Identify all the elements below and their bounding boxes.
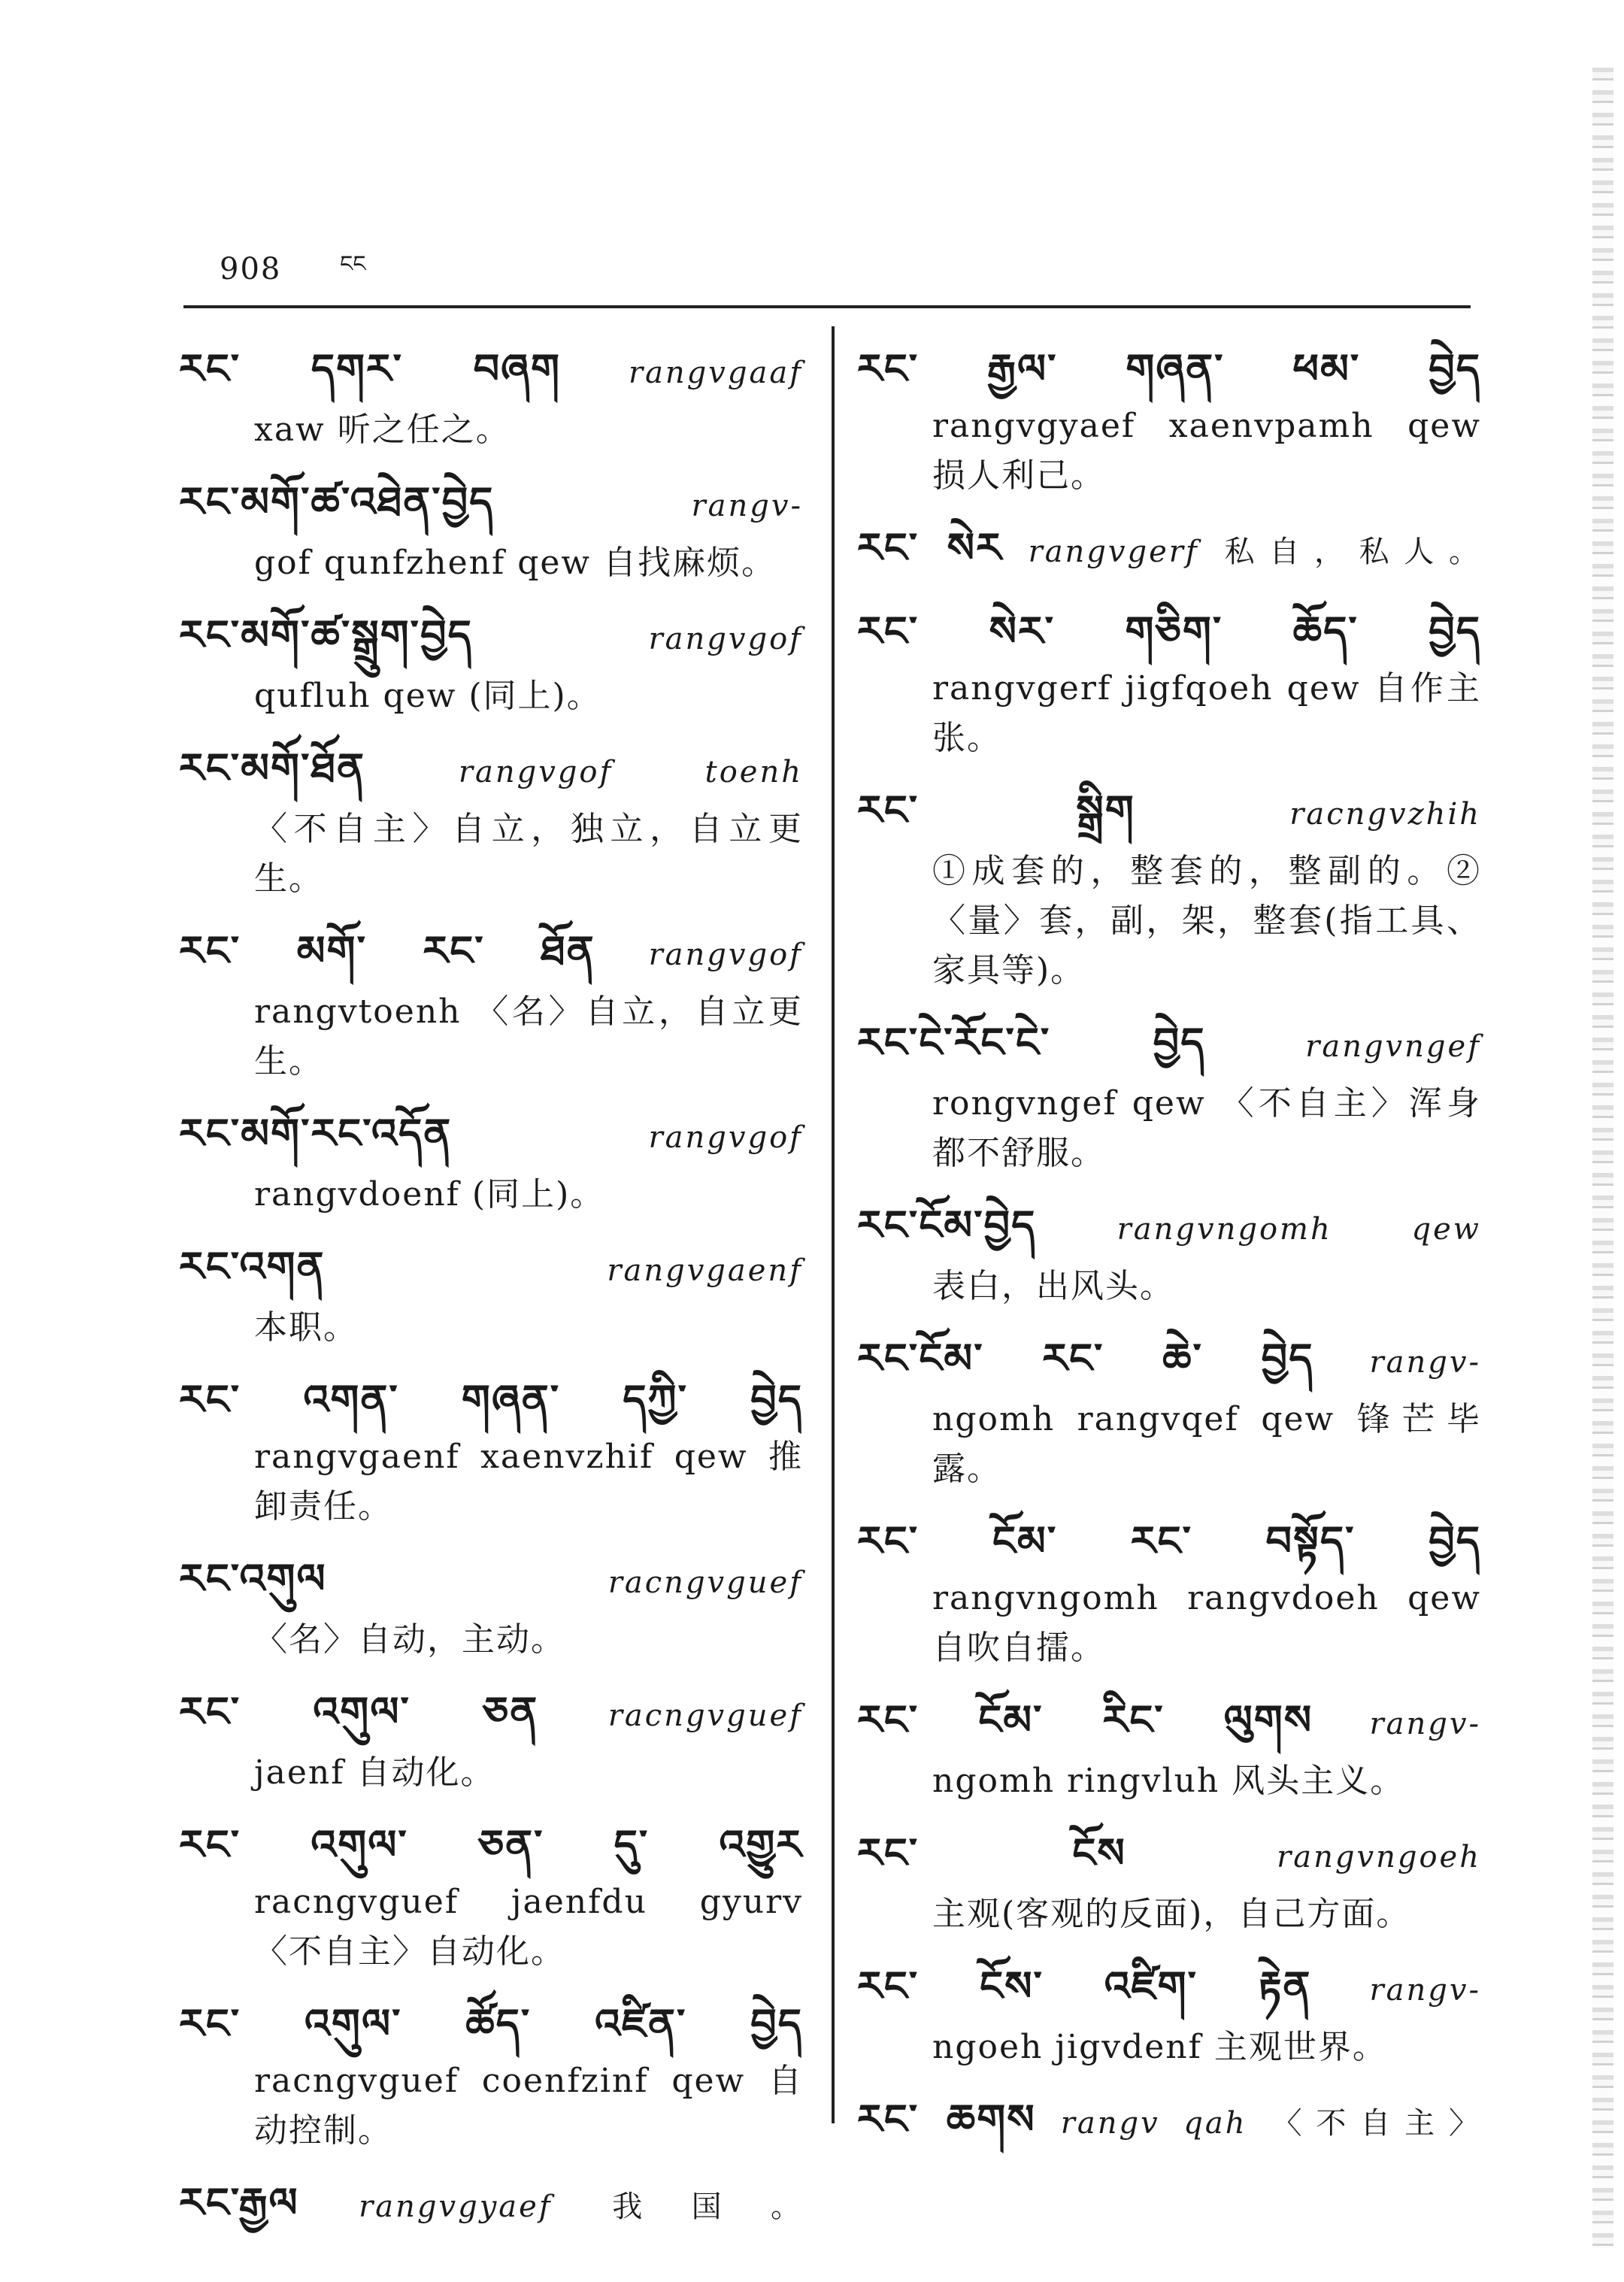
page-edge-shadow: [1592, 68, 1613, 2248]
entry-definition: rangvgaenf xaenvzhif qew 推卸责任。: [254, 1438, 803, 1526]
entry-tibetan: རང་ འགུལ་ ཅན་ དུ་ འགྱུར: [179, 1821, 803, 1868]
entry-tibetan: རང་ ཆགས: [857, 2096, 1036, 2143]
entry-tibetan: རང་ འགུལ་ ཅན: [179, 1688, 539, 1735]
dictionary-entry: [179, 1992, 803, 2156]
entry-tibetan: རང་འགན: [179, 1243, 326, 1290]
entry-definition: ①成套的，整套的，整副的。②〈量〉套，副，架，整套(指工具、家具等)。: [932, 852, 1481, 989]
entry-romanization: rangvgof toenh: [458, 755, 803, 789]
entry-definition: rangvngomh rangvdoeh qew 自吹自擂。: [932, 1579, 1481, 1667]
entry-definition: rangvgyaef xaenvpamh qew 损人利己。: [932, 407, 1481, 495]
entry-definition: ngomh rangvqef qew 锋芒毕露。: [932, 1400, 1481, 1488]
entry-definition: 〈不自主〉: [1271, 2106, 1481, 2141]
dictionary-entry: [179, 919, 803, 1086]
entry-romanization: rangvgof: [648, 1120, 803, 1155]
entry-tibetan: རང་ སེར: [857, 524, 1003, 571]
dictionary-entry: [857, 1688, 1481, 1806]
entry-tibetan: རང་ དགར་ བཞག: [179, 345, 561, 392]
entry-romanization: rangvgaenf: [607, 1253, 803, 1288]
dictionary-entry: [179, 1680, 803, 1798]
dictionary-entry: [179, 1547, 803, 1665]
dictionary-entry: [857, 599, 1481, 763]
entry-tibetan: རང་ སེར་ གཅིག་ ཆོད་ བྱེད: [857, 608, 1481, 655]
entry-romanization: rangv qah: [1060, 2106, 1247, 2141]
entry-definition: xaw 听之任之。: [254, 411, 511, 449]
entry-romanization: rangvngoeh: [1277, 1840, 1481, 1874]
entry-definition: ngoeh jigvdenf 主观世界。: [932, 2028, 1387, 2066]
dictionary-entry: [179, 1235, 803, 1353]
entry-definition: racngvguef coenfzinf qew 自动控制。: [254, 2062, 803, 2150]
entry-tibetan: རང་ འགུལ་ ཚོད་ འཛིན་ བྱེད: [179, 2000, 803, 2047]
entry-tibetan: རང་ ངོམ་ རང་ བསྟོད་ བྱེད: [857, 1517, 1481, 1565]
entry-definition: 表白，出风头。: [932, 1267, 1174, 1305]
entry-definition: racngvguef jaenfdu gyurv 〈不自主〉自动化。: [254, 1883, 803, 1971]
dictionary-entry: [857, 337, 1481, 501]
entry-tibetan: རང་ངོམ་ རང་ ཆེ་ བྱེད: [857, 1335, 1314, 1382]
entry-definition: rangvdoenf (同上)。: [254, 1175, 605, 1214]
entry-romanization: rangv-: [1369, 1973, 1481, 2008]
entry-tibetan: རང་ ངོས་ འཛིག་ རྟེན: [857, 1962, 1312, 2010]
entry-tibetan: རང་ ངོམ་ རིང་ ལུགས: [857, 1696, 1313, 1744]
entry-tibetan: རང་ངོམ་བྱེད: [857, 1202, 1037, 1249]
entry-definition: gof qunfzhenf qew 自找麻烦。: [254, 544, 777, 582]
entry-definition: 私自，私人。: [1224, 535, 1481, 569]
entry-tibetan: རང་ངེ་རོང་ངེ་ བྱེད: [857, 1019, 1206, 1066]
entry-tibetan: རང་ སྒྲིག: [857, 786, 1135, 834]
entry-romanization: rangv-: [1369, 1345, 1481, 1380]
entry-definition: 本职。: [254, 1308, 358, 1347]
dictionary-entry: [179, 1368, 803, 1532]
entry-romanization: rangvgof: [648, 938, 803, 972]
entry-definition: 主观(客观的反面)，自己方面。: [932, 1895, 1411, 1933]
dictionary-entry: [179, 337, 803, 455]
entry-tibetan: རང་ མགོ་ རང་ ཐོན: [179, 927, 595, 974]
column-divider: [832, 326, 835, 2123]
entry-romanization: rangv-: [691, 489, 803, 523]
entry-tibetan: རང་ འགན་ གཞན་ དཀྱི་ བྱེད: [179, 1376, 803, 1423]
entry-romanization: rangvgaaf: [628, 356, 803, 390]
entry-romanization: rangvgerf: [1028, 535, 1199, 569]
entry-romanization: racngvguef: [607, 1699, 803, 1733]
dictionary-entry: [857, 1509, 1481, 1673]
entry-romanization: rangvngef: [1305, 1029, 1481, 1064]
entry-romanization: rangvgof: [648, 622, 803, 656]
entry-romanization: racngvzhih: [1289, 797, 1481, 832]
header-rule: [183, 305, 1471, 308]
entry-romanization: racngvguef: [607, 1565, 803, 1600]
dictionary-entry: [857, 1821, 1481, 1939]
dictionary-entry: [179, 1813, 803, 1977]
entry-romanization: rangv-: [1369, 1707, 1481, 1741]
left-column: [179, 337, 803, 2254]
entry-tibetan: རང་ ངོས: [857, 1829, 1126, 1877]
entry-definition: ngomh ringvluh 风头主义。: [932, 1762, 1405, 1800]
entry-definition: rongvngef qew 〈不自主〉浑身都不舒服。: [932, 1084, 1481, 1172]
entry-definition: rangvtoenh 〈名〉自立，自立更生。: [254, 993, 803, 1080]
dictionary-entry: [857, 1326, 1481, 1494]
entry-tibetan: རང་མགོ་ཚ་སྒྲུག་བྱེད: [179, 611, 473, 659]
dictionary-entry: [857, 2087, 1481, 2156]
entry-tibetan: རང་རྒྱལ: [179, 2179, 299, 2226]
dictionary-entry: [857, 1193, 1481, 1311]
dictionary-entry: [179, 1102, 803, 1220]
dictionary-entry: [857, 1011, 1481, 1178]
entry-tibetan: རང་མགོ་རང་འདོན: [179, 1110, 453, 1157]
entry-definition: 我国。: [612, 2190, 804, 2224]
dictionary-entry: [179, 736, 803, 904]
dictionary-entry: [857, 1954, 1481, 2072]
entry-tibetan: རང་མགོ་ཚ་འཐེན་བྱེད: [179, 478, 495, 526]
entry-definition: qufluh qew (同上)。: [254, 677, 601, 715]
entry-romanization: rangvgyaef: [359, 2190, 553, 2224]
entry-romanization: rangvngomh qew: [1116, 1212, 1481, 1247]
dictionary-entry: [179, 603, 803, 721]
entry-tibetan: རང་མགོ་ཐོན: [179, 744, 366, 792]
entry-definition: jaenf 自动化。: [254, 1753, 495, 1792]
header-word: ངང: [340, 251, 366, 277]
right-column: [857, 337, 1481, 2171]
entry-definition: 〈不自主〉自立，独立，自立更生。: [254, 810, 803, 898]
entry-tibetan: རང་འགུལ: [179, 1555, 327, 1602]
page-number: 908: [220, 252, 282, 286]
entry-definition: 〈名〉自动，主动。: [254, 1620, 565, 1659]
entry-definition: rangvgerf jigfqoeh qew 自作主张。: [932, 669, 1481, 757]
entry-tibetan: རང་ རྒྱལ་ གཞན་ ཕམ་ བྱེད: [857, 345, 1481, 392]
dictionary-entry: [857, 516, 1481, 584]
dictionary-entry: [179, 2171, 803, 2239]
dictionary-entry: [857, 778, 1481, 996]
dictionary-entry: [179, 470, 803, 588]
